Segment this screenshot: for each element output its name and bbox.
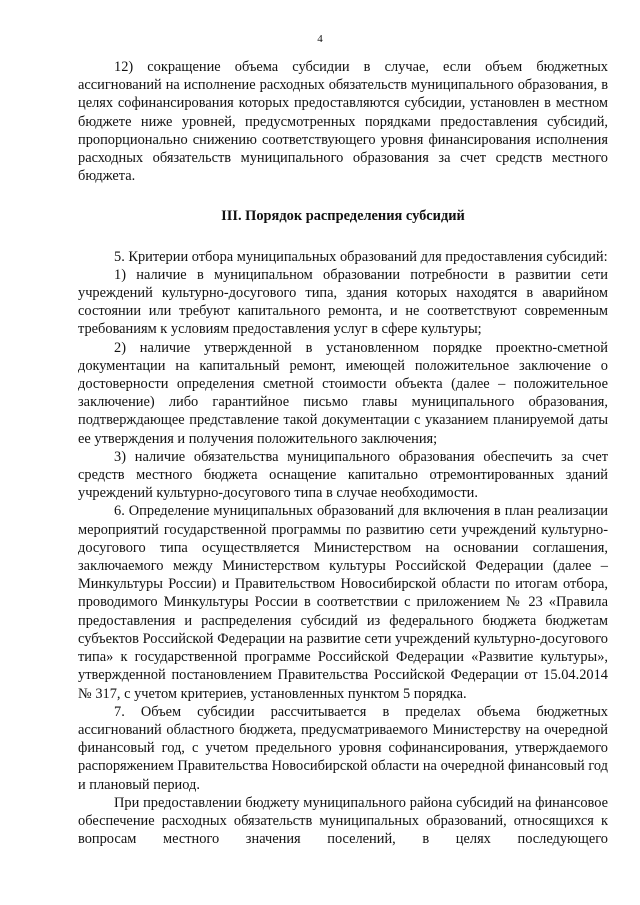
paragraph-item-7-continuation: При предоставлении бюджету муниципального района субсидий на финансовое обеспечение расходных обязательств муниципальных образований, относящихся к вопросам местного значения поселений, в целях последующего <box>78 794 608 848</box>
paragraph-item-5: 5. Критерии отбора муниципальных образований для предоставления субсидий: <box>114 248 608 265</box>
paragraph-item-7: 7. Объем субсидии рассчитывается в пределах объема бюджетных ассигнований областного бюджета, предусматриваемого Министерству на очередной финансовый год, с учетом предельного уровня софинансирования, утверждаемого распоряжением Правительства Новосибирской области на очередной финансовый год и плановый период. <box>78 703 608 793</box>
paragraph-item-12: 12) сокращение объема субсидии в случае, если объем бюджетных ассигнований на исполнение расходных обязательств муниципального образования, в целях софинансирования которых предоставляются субсидии, установлен в местном бюджете ниже уровней, предусмотренных порядками предоставления субсидий, пропорционально снижению соответствующего уровня финансирования исполнения расходных обязательств муниципального образования за счет средств местного бюджета. <box>78 59 608 185</box>
section-heading: III. Порядок распределения субсидий <box>221 208 465 225</box>
paragraph-item-6: 6. Определение муниципальных образований для включения в план реализации мероприятий государственной программы по развитию сети учреждений культурно-досугового типа осуществляется Министерством на основании соглашения, заключаемого между Министерством культуры Российской Федерации (далее – Минкультуры России) и Правительством Новосибирской области по итогам отбора, проводимого Минкультуры России в соответствии с приложением № 23 «Правила предоставления и распределения субсидий из федерального бюджета бюджетам субъектов Российской Федерации на развитие сети учреждений культурно-досугового типа» к государственной программе Российской Федерации «Развитие культуры», утвержденной постановлением Правительства Российской Федерации от 15.04.2014 № 317, с учетом критериев, установленных пунктом 5 порядка. <box>78 503 608 702</box>
page-number: 4 <box>317 33 323 45</box>
document-body <box>78 58 608 848</box>
paragraph-item-5-2: 2) наличие утвержденной в установленном порядке проектно-сметной документации на капитальный ремонт, имеющей положительное заключение о достоверности определения сметной стоимости объекта (далее – положительное заключение) либо гарантийное письмо главы муниципального образования, подтверждающее представление такой документации с указанием планируемой даты ее утверждения и получения положительного заключения; <box>78 339 608 447</box>
paragraph-item-5-1: 1) наличие в муниципальном образовании потребности в развитии сети учреждений культурно-досугового типа, здания которых находятся в аварийном состоянии или требуют капитального ремонта, и не соответствуют современным требованиям к условиям предоставления услуг в сфере культуры; <box>78 266 608 338</box>
paragraph-item-5-3: 3) наличие обязательства муниципального образования обеспечить за счет средств местного бюджета оснащение капитально отремонтированных зданий учреждений культурно-досугового типа в случае необходимости. <box>78 448 608 502</box>
